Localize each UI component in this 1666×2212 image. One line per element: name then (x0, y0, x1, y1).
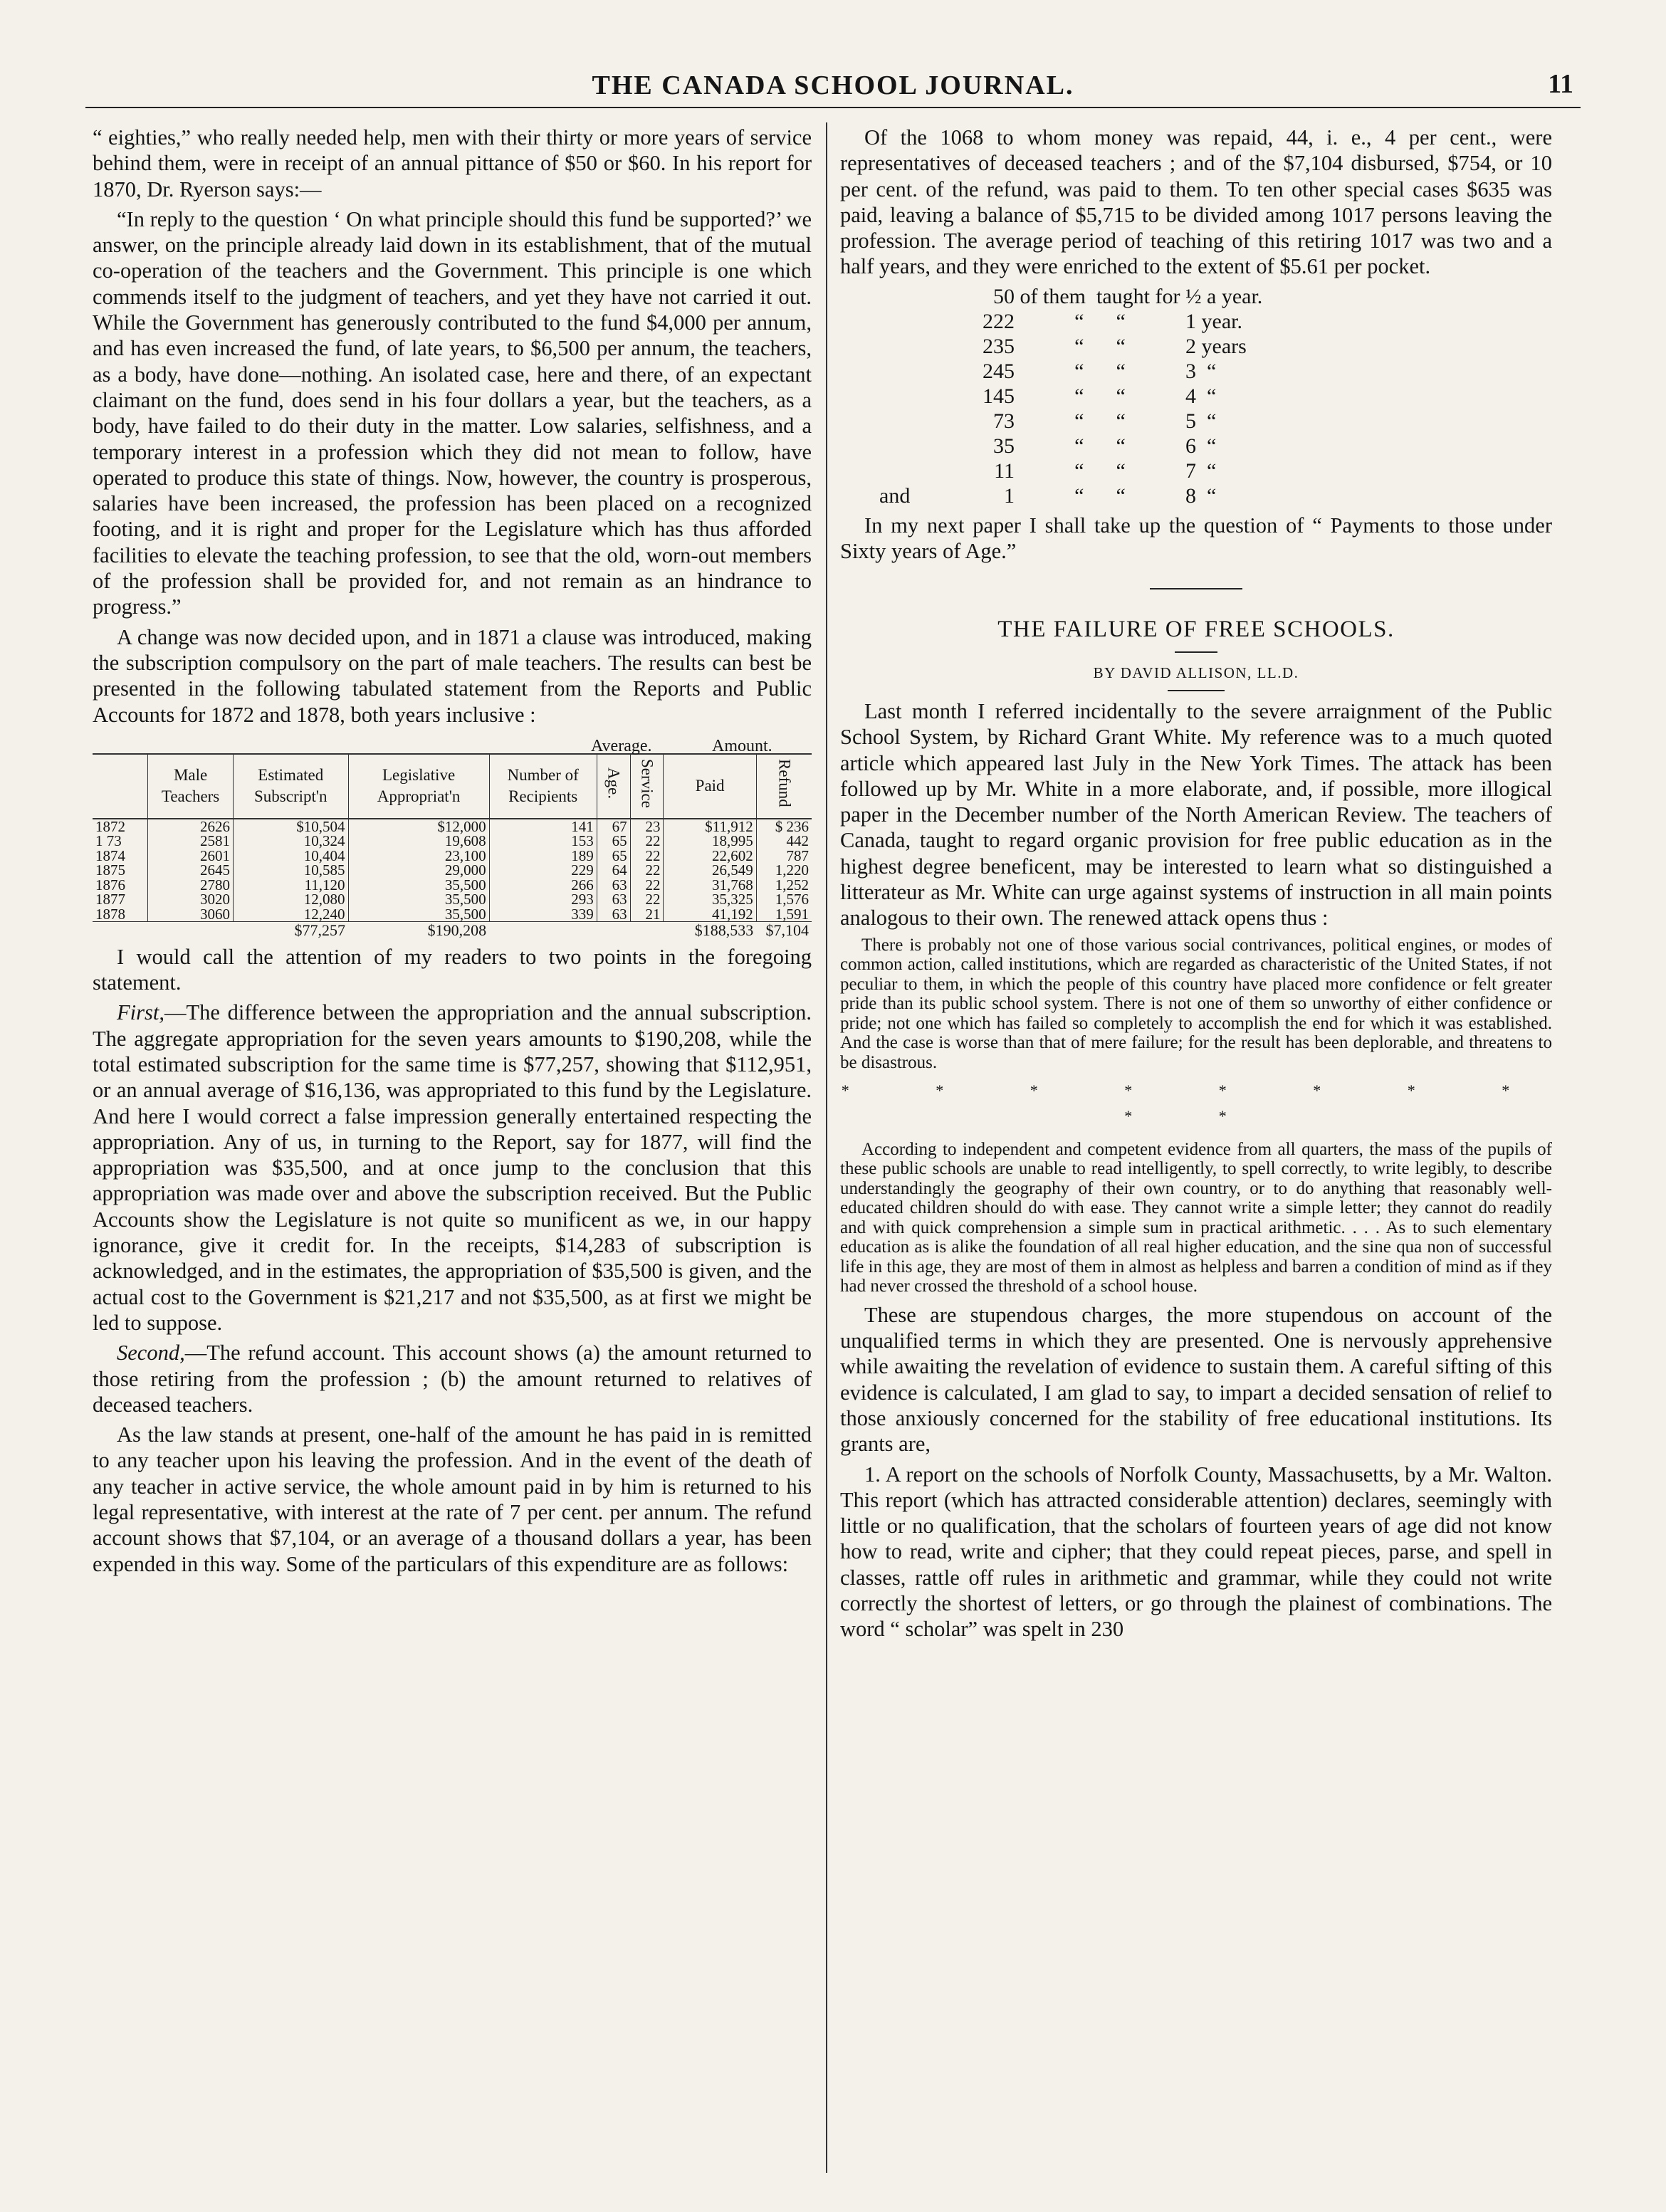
col-header: Paid (664, 754, 756, 819)
paragraph: These are stupendous charges, the more stupendous on account of the unqualified terms in which they are presented. One is nervously apprehensive while awaiting the revelation of evidence to sustain them. A careful sifting of this evidence is calculated, I am glad to say, to impart a decided sensation of relief to those anxiously concerned for the stability of free educational institutions. Its grants are, (840, 1302, 1552, 1457)
table-cell: 21 (630, 907, 664, 922)
paragraph: Of the 1068 to whom money was repaid, 44, i. e., 4 per cent., were representatives of deceased teachers ; and of the $7,104 disbursed, $754, or 10 per cent. of the refund, was paid to them. To ten other special cases $635 was paid, leaving a balance of $5,715 to be divided among 1017 persons leaving the profession. The average period of teaching of this retiring 1017 was two and a half years, and they were enriched to the extent of $5.61 per pocket. (840, 125, 1552, 279)
service-cell: “ “ (1074, 458, 1126, 483)
table-cell: 29,000 (348, 863, 489, 878)
col-header: Service (630, 754, 664, 819)
total-cell: $190,208 (348, 922, 489, 938)
table-header-row (93, 754, 812, 819)
and-word: and (879, 483, 911, 508)
year-cell: 1877 (93, 892, 148, 907)
service-row (947, 309, 1346, 334)
table-cell: 10,404 (234, 849, 349, 864)
table-cell: 2626 (148, 819, 234, 834)
table-cell: 22 (630, 849, 664, 864)
total-cell (489, 922, 597, 938)
table-cell: 35,325 (664, 892, 756, 907)
page-header (85, 64, 1581, 108)
service-cell: 222 (983, 309, 1015, 333)
col-header: Refund (756, 754, 812, 819)
col-header: Number of Recipients (489, 754, 597, 819)
table-cell: $12,000 (348, 819, 489, 834)
table-group-headers (93, 732, 812, 753)
service-cell: of them taught for (1020, 284, 1180, 308)
table-cell: 22 (630, 834, 664, 849)
table-cell: 229 (489, 863, 597, 878)
table-cell: 153 (489, 834, 597, 849)
table-body (93, 819, 812, 938)
col-header: Estimated Subscript'n (234, 754, 349, 819)
service-cell: “ “ (1074, 359, 1126, 383)
group-amount: Amount. (712, 736, 772, 755)
ryerson-quote: “In reply to the question ‘ On what principle should this fund be supported?’ we answer, on the principle already laid down in its establishment, that of the mutual co-operation of the teachers and the Government. This principle is one which commends itself to the judgment of teachers, and yet they have not carried it out. While the Government has generously contributed to the fund $4,000 per annum, and has even increased the fund, of late years, to $6,500 per annum, the teachers, as a body, have done—nothing. An isolated case, here and there, of an expectant claimant on the fund, does send in his four dollars a year, but the teachers, as a body, have failed to do their duty in the matter. Low salaries, selfishness, and a temporary interest in a profession which they did not mean to follow, have operated to produce this state of things. Now, however, the country is prosperous, salaries have been increased, the profession has been placed on a recognized footing, and it is right and proper for the Legislature which has thus afforded facilities to elevate the teaching profession, to see that the old, worn-out members of the profession shall be provided for, and not remain as an hindrance to progress.” (93, 206, 812, 619)
col-header: Male Teachers (148, 754, 234, 819)
service-row (879, 483, 1346, 508)
table-cell: 266 (489, 878, 597, 893)
block-quote: According to independent and competent evidence from all quarters, the mass of the pupils of these public schools are unable to read intelligently, to spell correctly, to write legibly, to describe understandingly the geography of their own country, or to do anything that reasonably well-educated children should do with ease. They cannot write a simple letter; they cannot do readily and with quick comprehension a simple sum in practical arithmetic. . . . As to such elementary education as is alike the foundation of all real higher education, and the sine qua non of successful life in this age, they are most of them in almost as helpless and barren a condition of mind as if they had never crossed the threshold of a school house. (840, 1139, 1552, 1296)
table-cell: $ 236 (756, 819, 812, 834)
service-cell: “ “ (1074, 309, 1126, 333)
service-cell: 50 (993, 284, 1015, 308)
table-cell: 35,500 (348, 878, 489, 893)
table-cell: 12,240 (234, 907, 349, 922)
table-cell: 22 (630, 863, 664, 878)
total-cell: $7,104 (756, 922, 812, 938)
table-row (93, 819, 812, 834)
service-cell: 1 (1004, 483, 1015, 508)
table-cell: 22,602 (664, 849, 756, 864)
table-row (93, 878, 812, 893)
column-divider (826, 122, 827, 2173)
table-cell: $10,504 (234, 819, 349, 834)
table-cell: 64 (597, 863, 630, 878)
table-cell: 22 (630, 892, 664, 907)
table-cell: 2581 (148, 834, 234, 849)
table-cell: $11,912 (664, 819, 756, 834)
total-cell (93, 922, 148, 938)
star-separator: * * * * * * * * * * (841, 1081, 1551, 1126)
left-column (93, 125, 812, 1581)
total-cell (148, 922, 234, 938)
paragraph: I would call the attention of my readers to two points in the foregoing statement. (93, 944, 812, 995)
superannuation-table (93, 753, 812, 938)
total-cell: $77,257 (234, 922, 349, 938)
service-cell: 4 “ (1185, 384, 1217, 408)
right-column (840, 125, 1552, 1647)
table-cell: 18,995 (664, 834, 756, 849)
paragraph: 1. A report on the schools of Norfolk County, Massachusetts, by a Mr. Walton. This report (which has attracted considerable attention) declares, seemingly with little or no qualification, that the scholars of fourteen years of age did not know how to read, write and cipher; that they could repeat pieces, parse, and spell in classes, rattle off rules in arithmetic and grammar, while they could not write correctly the shortest of letters, or go through the plainest of combinations. The word “ scholar” was spelt in 230 (840, 1462, 1552, 1642)
service-cell: 73 (993, 409, 1015, 433)
service-cell: “ “ (1074, 384, 1126, 408)
table-cell: 189 (489, 849, 597, 864)
table-cell: 1,252 (756, 878, 812, 893)
total-cell (597, 922, 630, 938)
year-cell: 1875 (93, 863, 148, 878)
service-cell: ½ a year. (1185, 284, 1263, 308)
service-cell: “ “ (1074, 483, 1126, 508)
table-cell: 1,220 (756, 863, 812, 878)
service-row (947, 458, 1346, 483)
table-cell: 787 (756, 849, 812, 864)
service-row (947, 384, 1346, 409)
table-cell: 10,585 (234, 863, 349, 878)
table-cell: 3020 (148, 892, 234, 907)
paragraph: A change was now decided upon, and in 1871 a clause was introduced, making the subscription compulsory on the part of male teachers. The results can best be presented in the following tabulated statement from the Reports and Public Accounts for 1872 and 1878, both years inclusive : (93, 624, 812, 727)
service-cell: 8 “ (1185, 483, 1217, 508)
table-cell: 31,768 (664, 878, 756, 893)
total-cell (630, 922, 664, 938)
year-cell: 1874 (93, 849, 148, 864)
year-header (93, 754, 148, 819)
year-cell: 1878 (93, 907, 148, 922)
article-byline: BY DAVID ALLISON, LL.D. (1093, 664, 1299, 681)
total-cell: $188,533 (664, 922, 756, 938)
table-cell: 65 (597, 834, 630, 849)
service-cell: 235 (983, 334, 1015, 358)
table-cell: 35,500 (348, 907, 489, 922)
paragraph: As the law stands at present, one-half of the amount he has paid in is remitted to any teacher upon his leaving the profession. And in the event of the death of any teacher in active service, the whole amount paid in by him is returned to his legal representative, with interest at the rate of 7 per cent. per annum. The refund account shows that $7,104, or an average of a thousand dollars a year, has been expended in this way. Some of the particulars of this expenditure are as follows: (93, 1422, 812, 1576)
table-cell: 23 (630, 819, 664, 834)
table-cell: 63 (597, 892, 630, 907)
service-cell: 11 (994, 458, 1015, 483)
table-cell: 65 (597, 849, 630, 864)
service-row (947, 284, 1346, 309)
service-cell: “ “ (1074, 334, 1126, 358)
table-cell: 1,591 (756, 907, 812, 922)
col-header: Legislative Appropriat'n (348, 754, 489, 819)
service-cell: 5 “ (1185, 409, 1217, 433)
byline-rule (1168, 690, 1225, 691)
service-row (947, 434, 1346, 458)
paragraph: Second,—The refund account. This account shows (a) the amount returned to those retiring from the profession ; (b) the amount returned to relatives of deceased teachers. (93, 1341, 812, 1417)
service-cell: 35 (993, 434, 1015, 458)
paragraph: First,—The difference between the appropriation and the annual subscription. The aggregate appropriation for the seven years amounts to $190,208, while the total estimated subscription for the same time is $77,257, showing that $112,951, or an annual average of $16,136, was appropriated to this fund by the Legislature. And here I would correct a false impression generally entertained respecting the appropriation. Any of us, in turning to the Report, say for 1877, will find the appropriation was $35,500, and at once jump to the conclusion that this appropriation was made over and above the subscription received. But the Public Accounts show the Legislature is not quite so munificent as we, in our happy ignorance, give it credit for. In the receipts, $14,283 of subscription is acknowledged, and in the estimates, the appropriation of $35,500 is given, and the actual cost to the Government is $21,217 and not $35,500, as at first we might be led to suppose. (93, 1000, 812, 1335)
year-cell: 1 73 (93, 834, 148, 849)
article-title: THE FAILURE OF FREE SCHOOLS. (997, 617, 1395, 643)
table-row (93, 892, 812, 907)
table-cell: 2645 (148, 863, 234, 878)
service-row (947, 334, 1346, 359)
table-cell: 19,608 (348, 834, 489, 849)
table-cell: 63 (597, 907, 630, 922)
table-cell: 293 (489, 892, 597, 907)
service-cell: 6 “ (1185, 434, 1217, 458)
table-cell: 3060 (148, 907, 234, 922)
table-cell: 339 (489, 907, 597, 922)
page-number: 11 (1548, 69, 1573, 99)
year-cell: 1872 (93, 819, 148, 834)
journal-title: THE CANADA SCHOOL JOURNAL. (592, 70, 1074, 100)
group-average: Average. (591, 736, 652, 755)
service-cell: 1 year. (1185, 309, 1242, 333)
service-cell: “ “ (1074, 434, 1126, 458)
year-cell: 1876 (93, 878, 148, 893)
table-cell: 41,192 (664, 907, 756, 922)
service-cell: 145 (983, 384, 1015, 408)
paragraph: “ eighties,” who really needed help, men with their thirty or more years of service behind them, were in receipt of an annual pittance of $50 or $60. In his report for 1870, Dr. Ryerson says:— (93, 125, 812, 201)
service-cell: “ “ (1074, 409, 1126, 433)
service-list (879, 284, 1346, 508)
table-cell: 23,100 (348, 849, 489, 864)
title-rule (1175, 651, 1217, 653)
service-row (947, 359, 1346, 384)
table-cell: 35,500 (348, 892, 489, 907)
table-cell: 1,576 (756, 892, 812, 907)
service-cell: 2 years (1185, 334, 1247, 358)
table-row (93, 834, 812, 849)
paragraph: In my next paper I shall take up the question of “ Payments to those under Sixty years of Age.” (840, 513, 1552, 564)
table-cell: 10,324 (234, 834, 349, 849)
service-row (947, 409, 1346, 434)
table-cell: 2780 (148, 878, 234, 893)
table-cell: 26,549 (664, 863, 756, 878)
service-cell: 245 (983, 359, 1015, 383)
paragraph: Last month I referred incidentally to the severe arraignment of the Public School System, by Richard Grant White. My reference was to a much quoted article which appeared last July in the New York Times. The attack has been followed up by Mr. White in a more elaborate, and, if possible, more illogical paper in the December number of the North American Review. The teachers of Canada, taught to regard organic provision for free public education as in the highest degree beneficent, may be interested to learn what so distinguished a litterateur as Mr. White can urge against systems of instruction in all main points analogous to their own. The renewed attack opens thus : (840, 698, 1552, 931)
table-cell: 442 (756, 834, 812, 849)
table-cell: 11,120 (234, 878, 349, 893)
table-cell: 22 (630, 878, 664, 893)
section-rule (1150, 588, 1242, 589)
totals-row (93, 922, 812, 938)
table-row (93, 863, 812, 878)
table-cell: 63 (597, 878, 630, 893)
service-cell: 7 “ (1185, 458, 1217, 483)
service-cell: 3 “ (1185, 359, 1217, 383)
table-cell: 67 (597, 819, 630, 834)
table-row (93, 849, 812, 864)
block-quote: There is probably not one of those various social contrivances, political engines, or modes of common action, called institutions, which are regarded as characteristic of the United States, if not peculiar to them, in which the people of this country have placed more confidence or felt greater pride than its public school system. There is not one of them so unworthy of either confidence or pride; not one which has failed so completely to accomplish the end for which it was established. And the case is worse than that of mere failure; for the result has been deplorable, and threatens to be disastrous. (840, 935, 1552, 1072)
table-cell: 12,080 (234, 892, 349, 907)
col-header: Age. (597, 754, 630, 819)
table-cell: 141 (489, 819, 597, 834)
table-cell: 2601 (148, 849, 234, 864)
table-row (93, 907, 812, 922)
